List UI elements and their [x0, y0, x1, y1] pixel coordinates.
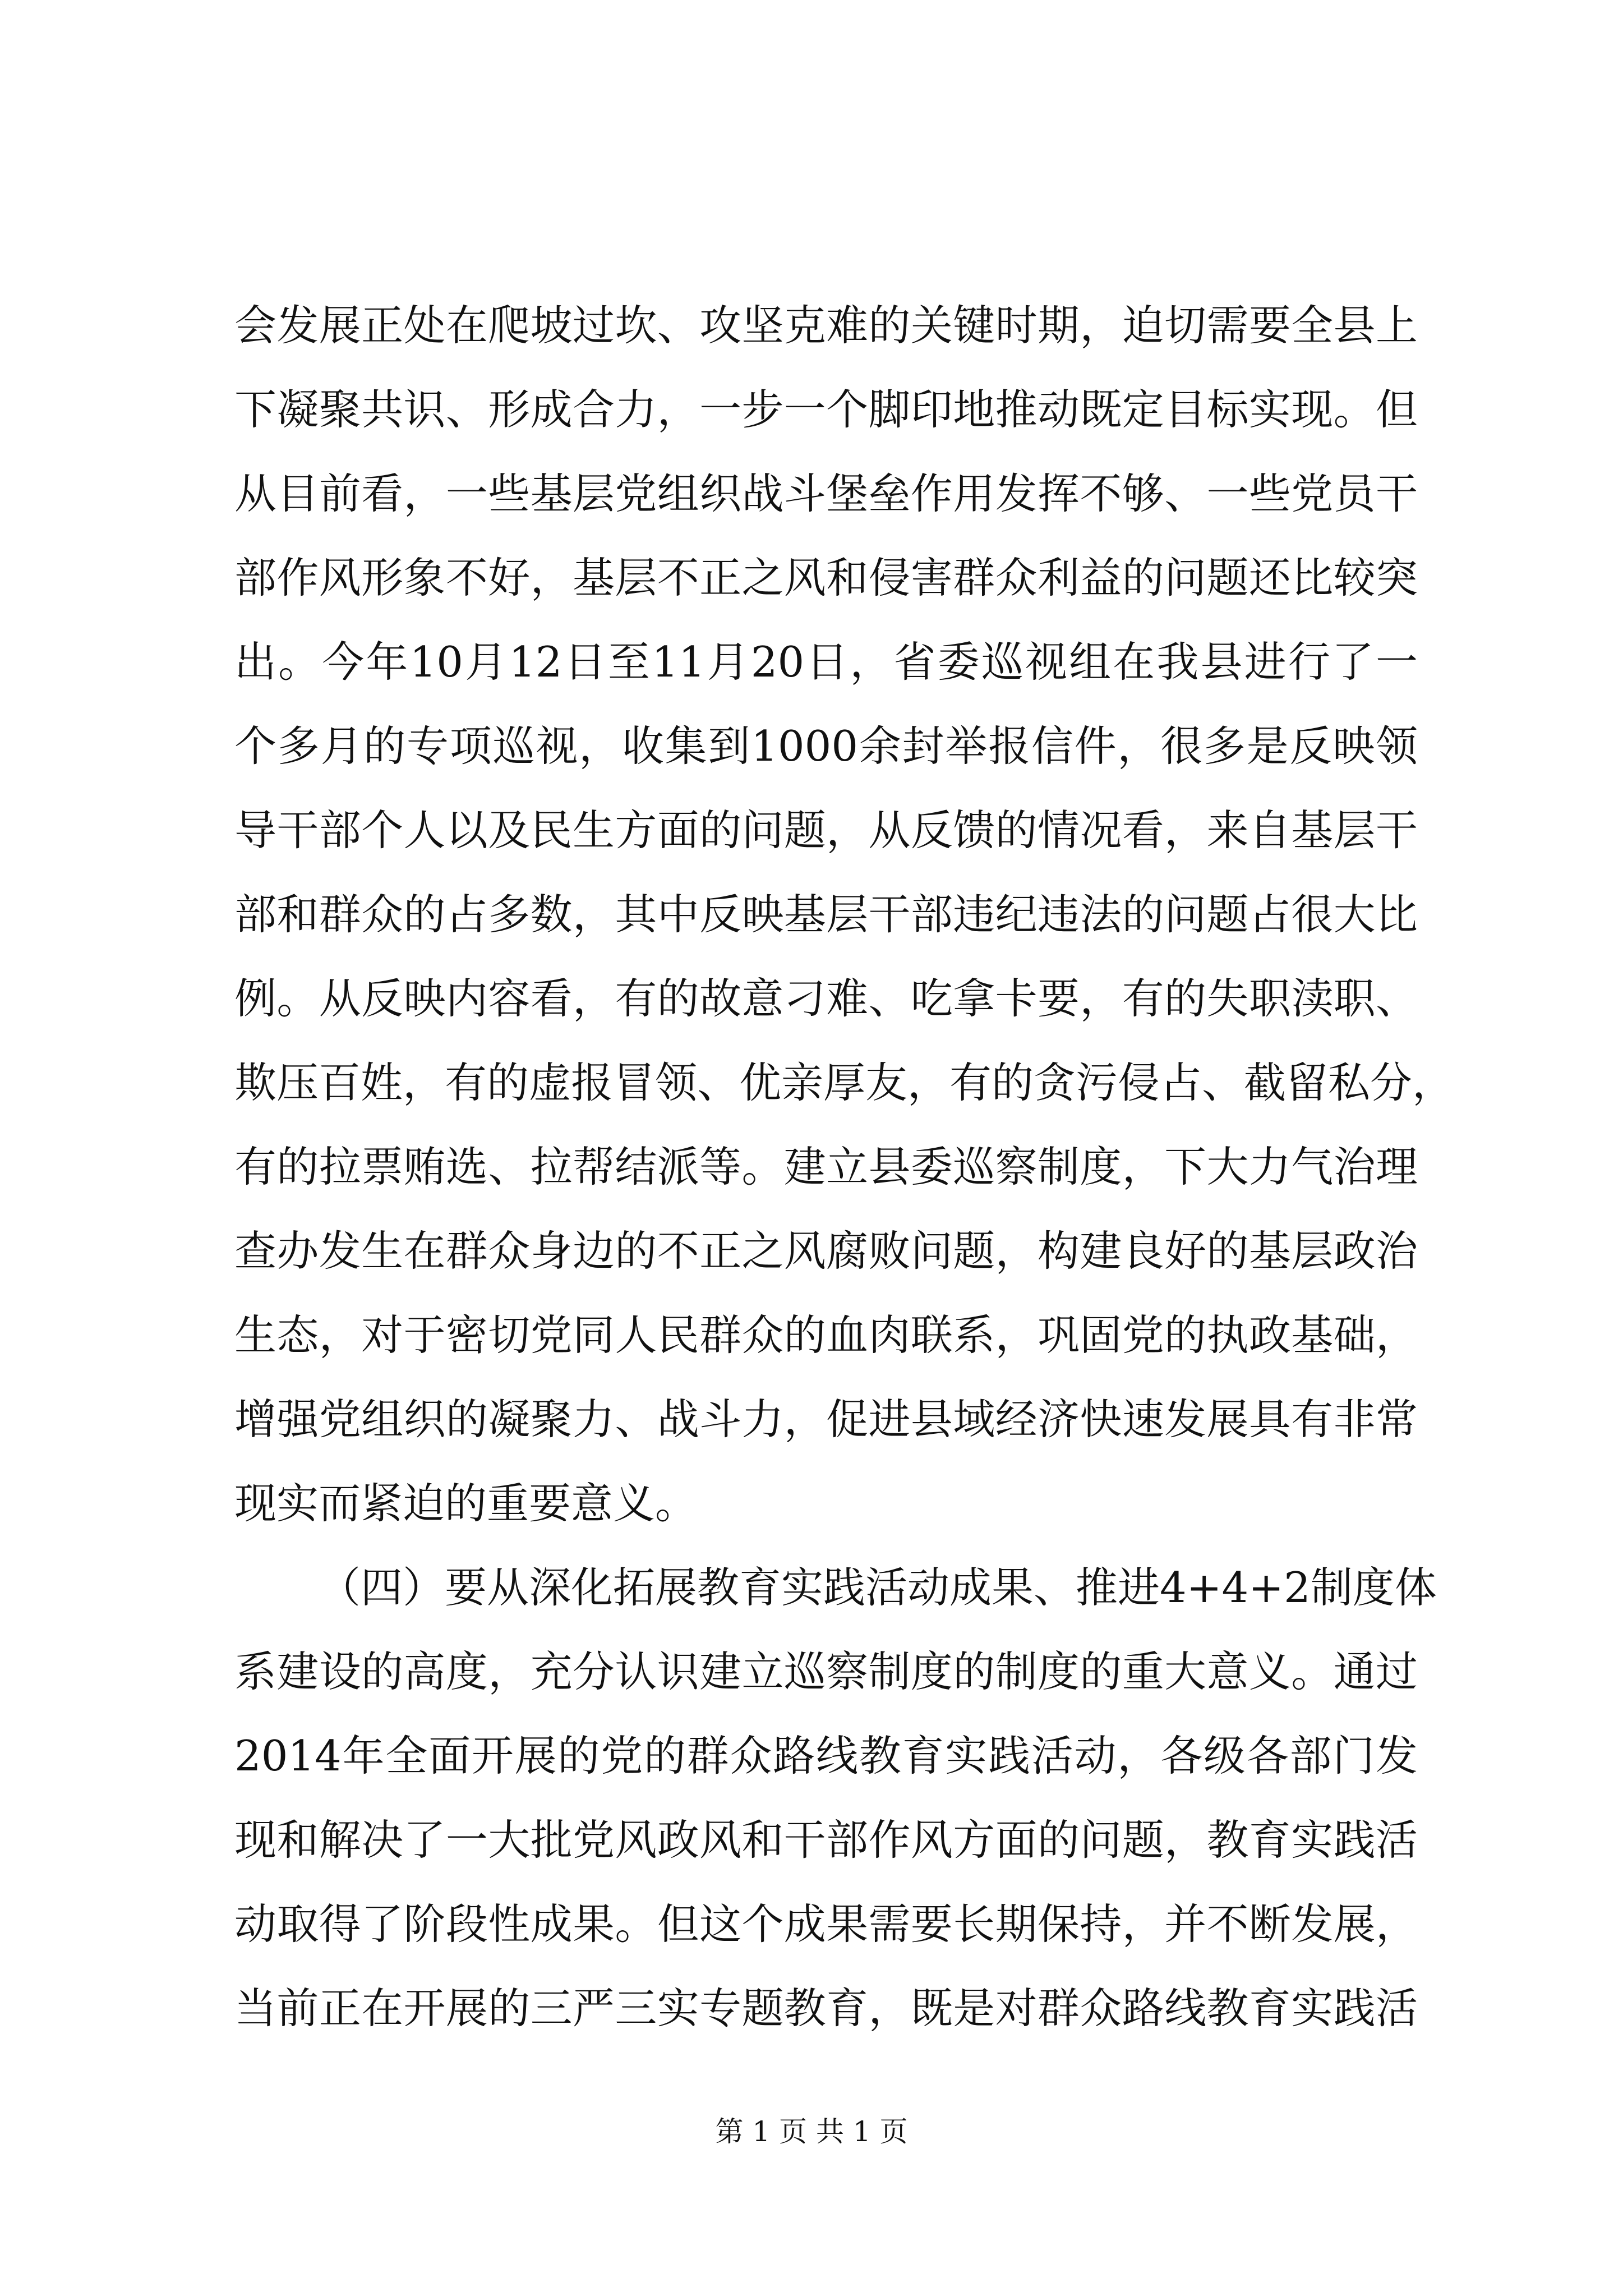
text-line: 系建设的高度，充分认识建立巡察制度的制度的重大意义。通过 — [234, 1647, 1418, 1696]
text-line: 导干部个人以及民生方面的问题，从反馈的情况看，来自基层干 — [234, 806, 1418, 855]
page-footer — [0, 2109, 1623, 2154]
text-line: 欺压百姓，有的虚报冒领、优亲厚友，有的贪污侵占、截留私分， — [234, 1058, 1455, 1107]
text-line: 生态，对于密切党同人民群众的血肉联系，巩固党的执政基础， — [234, 1310, 1418, 1360]
text-line: 部和群众的占多数，其中反映基层干部违纪违法的问题占很大比 — [234, 890, 1418, 939]
text-line: 2014年全面开展的党的群众路线教育实践活动，各级各部门发 — [234, 1731, 1418, 1780]
text-line: 当前正在开展的三严三实专题教育，既是对群众路线教育实践活 — [234, 1984, 1418, 2033]
text-line: 有的拉票贿选、拉帮结派等。建立县委巡察制度，下大力气治理 — [234, 1142, 1418, 1191]
text-line: 动取得了阶段性成果。但这个成果需要长期保持，并不断发展， — [234, 1899, 1418, 1949]
text-line: 查办发生在群众身边的不正之风腐败问题，构建良好的基层政治 — [234, 1226, 1418, 1276]
text-line: 个多月的专项巡视，收集到1000余封举报信件，很多是反映领 — [234, 721, 1418, 771]
page-number-label: 第 1 页 共 1 页 — [715, 2115, 908, 2148]
text-line: 出。今年10月12日至11月20日，省委巡视组在我县进行了一 — [234, 637, 1418, 687]
section-heading-line: （四）要从深化拓展教育实践活动成果、推进4+4+2制度体 — [319, 1563, 1437, 1612]
text-line: 从目前看，一些基层党组织战斗堡垒作用发挥不够、一些党员干 — [234, 469, 1418, 518]
document-body — [234, 283, 1455, 2050]
text-line: 增强党组织的凝聚力、战斗力，促进县域经济快速发展具有非常 — [234, 1395, 1418, 1444]
text-line: 会发展正处在爬坡过坎、攻坚克难的关键时期，迫切需要全县上 — [234, 301, 1418, 350]
text-line: 下凝聚共识、形成合力，一步一个脚印地推动既定目标实现。但 — [234, 385, 1418, 434]
text-line: 现和解决了一大批党风政风和干部作风方面的问题，教育实践活 — [234, 1815, 1418, 1865]
paragraph-end-line: 现实而紧迫的重要意义。 — [234, 1479, 698, 1528]
text-line: 例。从反映内容看，有的故意刁难、吃拿卡要，有的失职渎职、 — [234, 974, 1418, 1023]
text-line: 部作风形象不好，基层不正之风和侵害群众利益的问题还比较突 — [234, 553, 1418, 602]
